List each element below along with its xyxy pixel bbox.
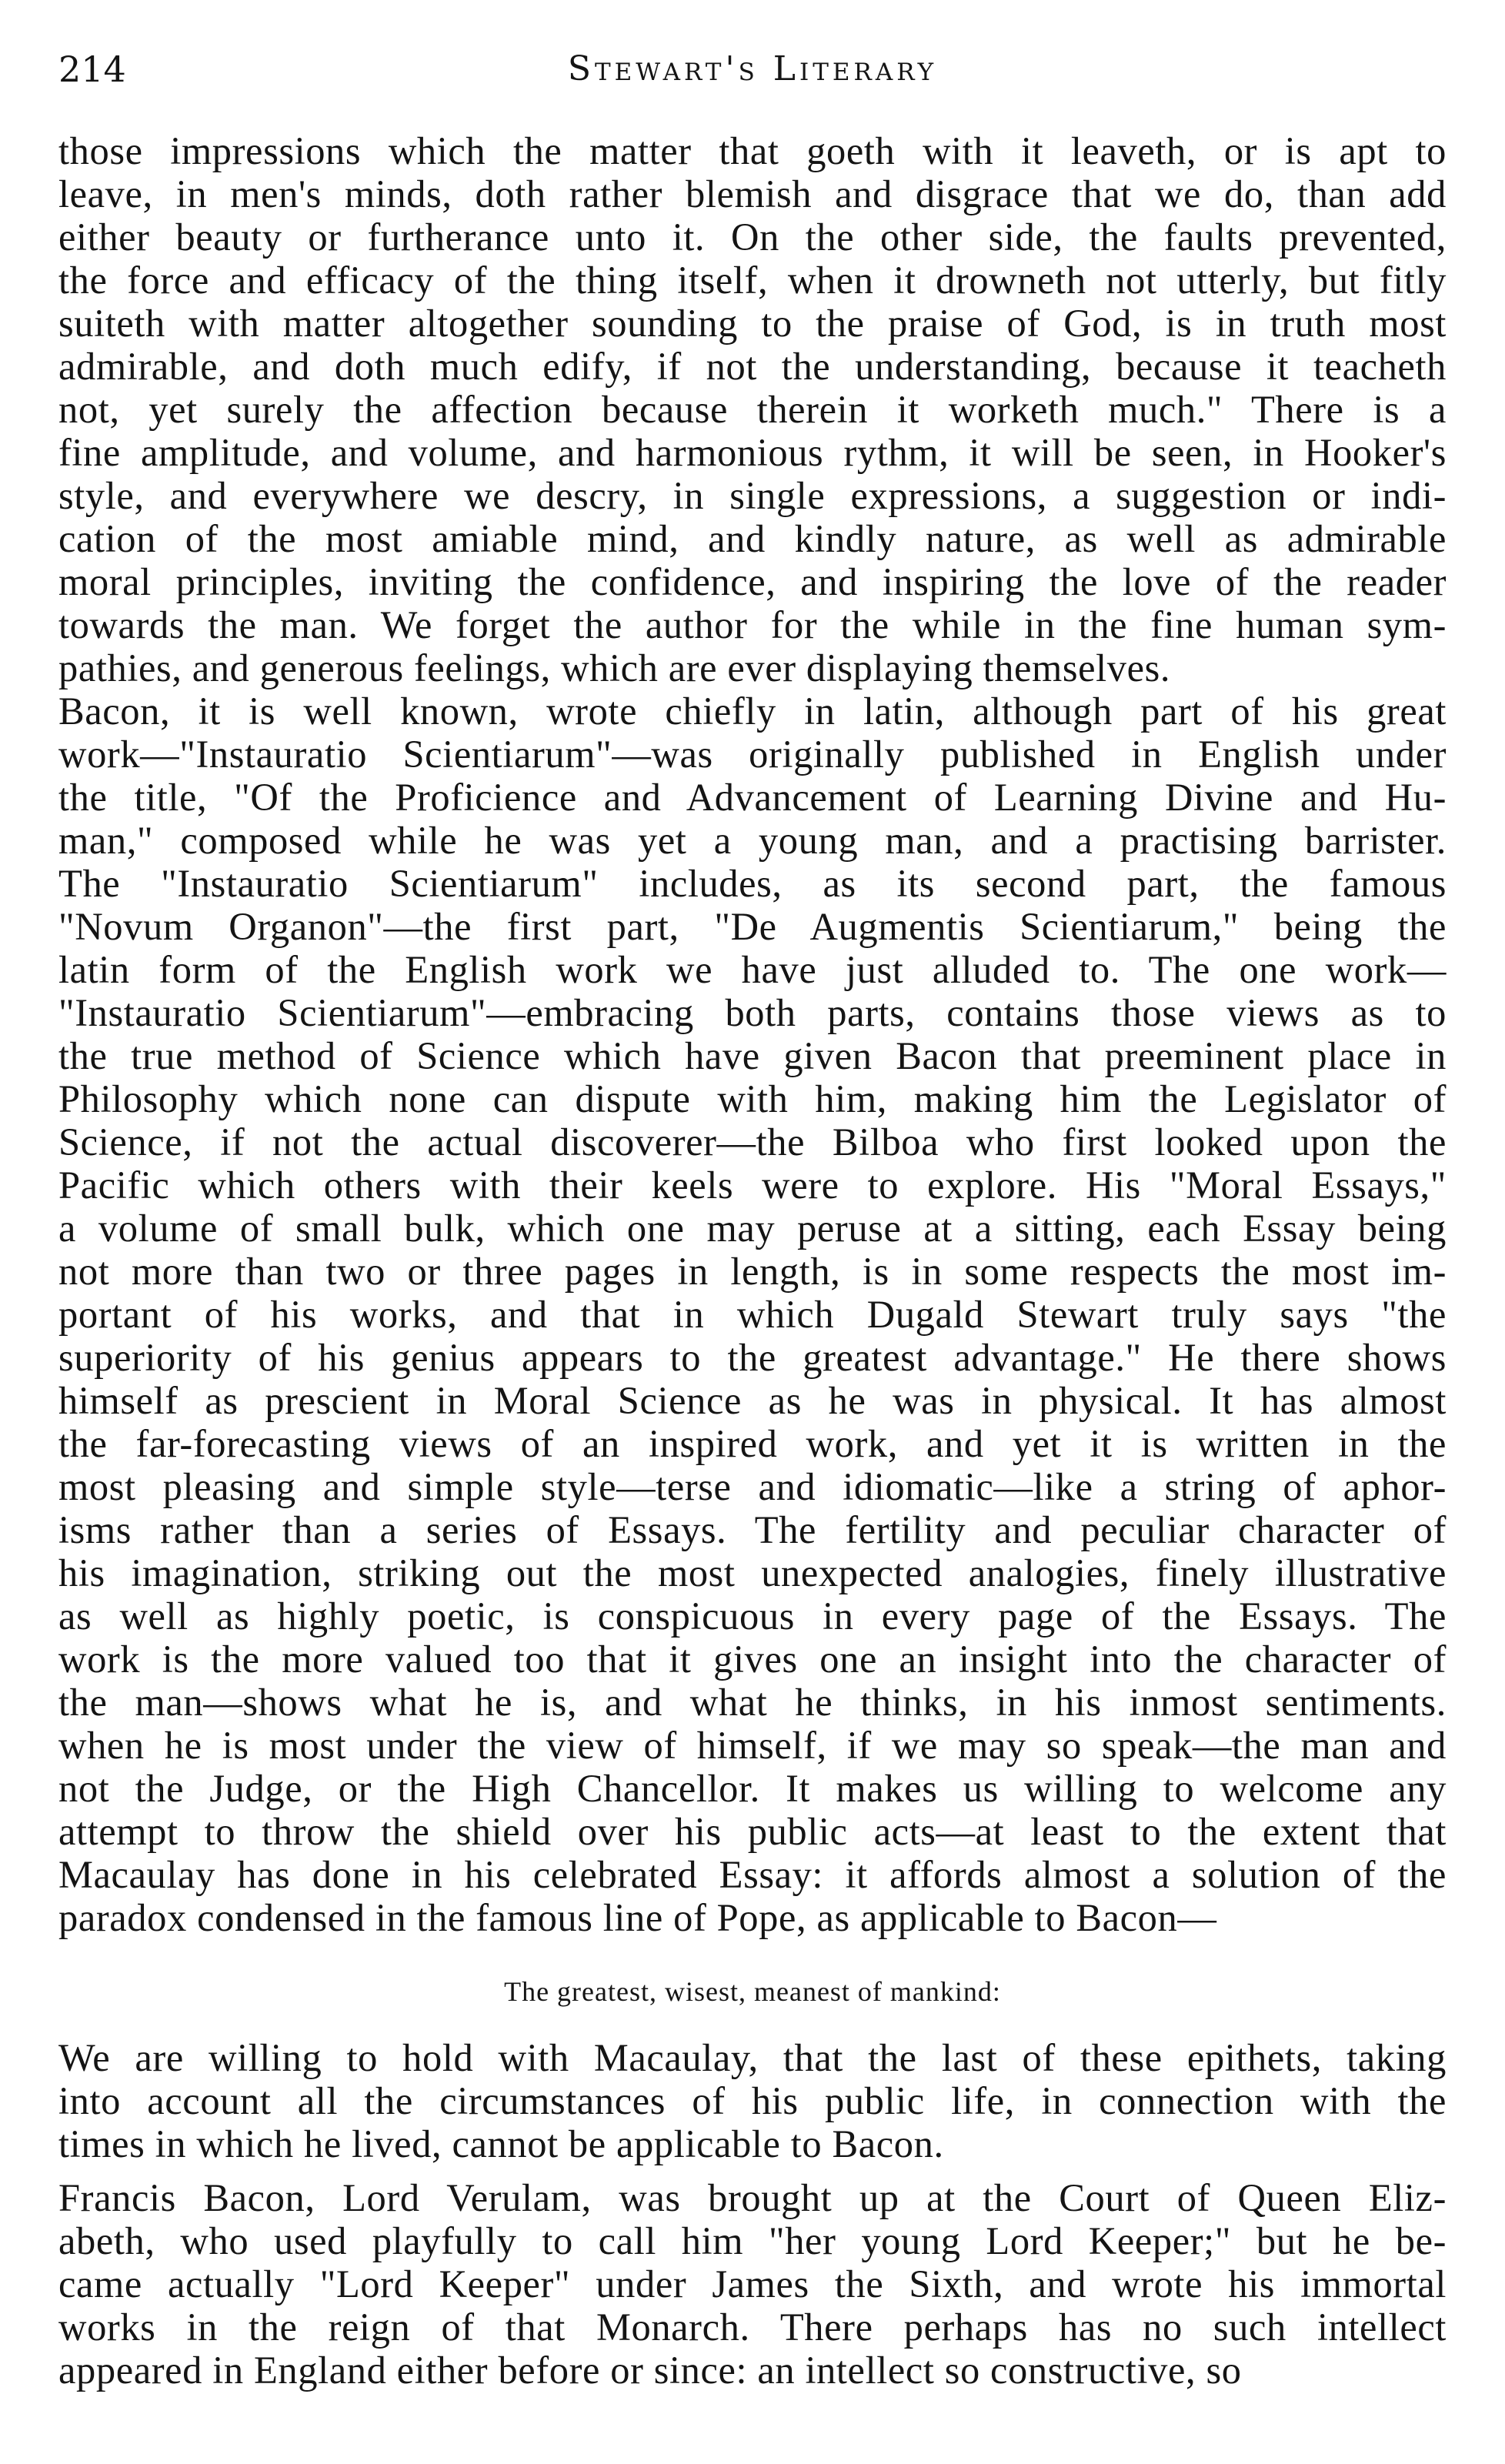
paragraph-francis-bacon bbox=[58, 2176, 1447, 2392]
text-line: Francis Bacon, Lord Verulam, was brought up at the Court of Queen Eliz- bbox=[58, 2176, 1447, 2219]
text-line: style, and everywhere we descry, in single expressions, a suggestion or indi- bbox=[58, 474, 1447, 517]
text-line: the man—shows what he is, and what he thinks, in his inmost sentiments. bbox=[58, 1681, 1447, 1724]
text-line: admirable, and doth much edify, if not the understanding, because it teacheth bbox=[58, 345, 1447, 388]
text-line: as well as highly poetic, is conspicuous in every page of the Essays. The bbox=[58, 1594, 1447, 1638]
text-line: moral principles, inviting the confidence, and inspiring the love of the reader bbox=[58, 560, 1447, 603]
text-line: superiority of his genius appears to the greatest advantage." He there shows bbox=[58, 1336, 1447, 1379]
text-line: isms rather than a series of Essays. The fertility and peculiar character of bbox=[58, 1508, 1447, 1551]
running-head: Stewart's Literary bbox=[567, 49, 938, 88]
text-line: a volume of small bulk, which one may peruse at a sitting, each Essay being bbox=[58, 1207, 1447, 1250]
text-line: not, yet surely the affection because therein it worketh much." There is a bbox=[58, 388, 1447, 431]
text-line: We are willing to hold with Macaulay, that the last of these epithets, taking bbox=[58, 2036, 1447, 2079]
text-line: towards the man. We forget the author for the while in the fine human sym- bbox=[58, 603, 1447, 646]
text-line: fine amplitude, and volume, and harmonious rythm, it will be seen, in Hooker's bbox=[58, 431, 1447, 474]
text-line: leave, in men's minds, doth rather blemish and disgrace that we do, than add bbox=[58, 172, 1447, 215]
paragraph-bacon-works bbox=[58, 689, 1447, 1939]
text-line: those impressions which the matter that goeth with it leaveth, or is apt to bbox=[58, 129, 1447, 172]
text-line: came actually "Lord Keeper" under James the Sixth, and wrote his immortal bbox=[58, 2262, 1447, 2305]
text-line: cation of the most amiable mind, and kindly nature, as well as admirable bbox=[58, 517, 1447, 560]
text-line: not the Judge, or the High Chancellor. It makes us willing to welcome any bbox=[58, 1767, 1447, 1810]
text-line: not more than two or three pages in length, is in some respects the most im- bbox=[58, 1250, 1447, 1293]
page-header bbox=[58, 46, 1447, 100]
text-line: works in the reign of that Monarch. There perhaps has no such intellect bbox=[58, 2305, 1447, 2349]
text-line: suiteth with matter altogether sounding to the praise of God, is in truth most bbox=[58, 302, 1447, 345]
text-line: himself as prescient in Moral Science as he was in physical. It has almost bbox=[58, 1379, 1447, 1422]
text-line: into account all the circumstances of his public life, in connection with the bbox=[58, 2079, 1447, 2122]
text-line: man," composed while he was yet a young man, and a practising barrister. bbox=[58, 819, 1447, 862]
text-line: Philosophy which none can dispute with him, making him the Legislator of bbox=[58, 1077, 1447, 1120]
text-line: pathies, and generous feelings, which are ever displaying themselves. bbox=[58, 646, 1171, 689]
text-line: latin form of the English work we have just alluded to. The one work— bbox=[58, 948, 1447, 991]
text-line: the title, "Of the Proficience and Advancement of Learning Divine and Hu- bbox=[58, 776, 1447, 819]
page-body bbox=[58, 129, 1447, 2392]
text-line: Pacific which others with their keels were to explore. His "Moral Essays," bbox=[58, 1164, 1447, 1207]
text-line: the far-forecasting views of an inspired work, and yet it is written in the bbox=[58, 1422, 1447, 1465]
paragraph-hooker-quote bbox=[58, 129, 1447, 689]
text-line: Bacon, it is well known, wrote chiefly in latin, although part of his great bbox=[58, 689, 1447, 733]
text-line: "Instauratio Scientiarum"—embracing both parts, contains those views as to bbox=[58, 991, 1447, 1034]
text-line: The "Instauratio Scientiarum" includes, as its second part, the famous bbox=[58, 862, 1447, 905]
text-line: the force and efficacy of the thing itself, when it drowneth not utterly, but fitly bbox=[58, 259, 1447, 302]
text-line: abeth, who used playfully to call him "her young Lord Keeper;" but he be- bbox=[58, 2219, 1447, 2262]
text-line: work—"Instauratio Scientiarum"—was originally published in English under bbox=[58, 733, 1447, 776]
text-line: Science, if not the actual discoverer—the Bilboa who first looked upon the bbox=[58, 1120, 1447, 1164]
text-line: portant of his works, and that in which Dugald Stewart truly says "the bbox=[58, 1293, 1447, 1336]
text-line: attempt to throw the shield over his public acts—at least to the extent that bbox=[58, 1810, 1447, 1853]
page-number: 214 bbox=[58, 48, 126, 90]
text-line: "Novum Organon"—the first part, "De Augmentis Scientiarum," being the bbox=[58, 905, 1447, 948]
text-line: Macaulay has done in his celebrated Essay: it affords almost a solution of the bbox=[58, 1853, 1447, 1896]
text-line: most pleasing and simple style—terse and idiomatic—like a string of aphor- bbox=[58, 1465, 1447, 1508]
text-line: the true method of Science which have given Bacon that preeminent place in bbox=[58, 1034, 1447, 1077]
text-line: paradox condensed in the famous line of Pope, as applicable to Bacon— bbox=[58, 1896, 1217, 1939]
text-line: appeared in England either before or since: an intellect so constructive, so bbox=[58, 2349, 1242, 2392]
text-line: either beauty or furtherance unto it. On the other side, the faults prevented, bbox=[58, 215, 1447, 259]
pope-quotation: The greatest, wisest, meanest of mankind: bbox=[504, 1976, 1001, 2007]
text-line: when he is most under the view of himself, if we may so speak—the man and bbox=[58, 1724, 1447, 1767]
paragraph-macaulay bbox=[58, 2036, 1447, 2165]
text-line: his imagination, striking out the most unexpected analogies, finely illustrative bbox=[58, 1551, 1447, 1594]
text-line: times in which he lived, cannot be applicable to Bacon. bbox=[58, 2122, 944, 2165]
text-line: work is the more valued too that it gives one an insight into the character of bbox=[58, 1638, 1447, 1681]
